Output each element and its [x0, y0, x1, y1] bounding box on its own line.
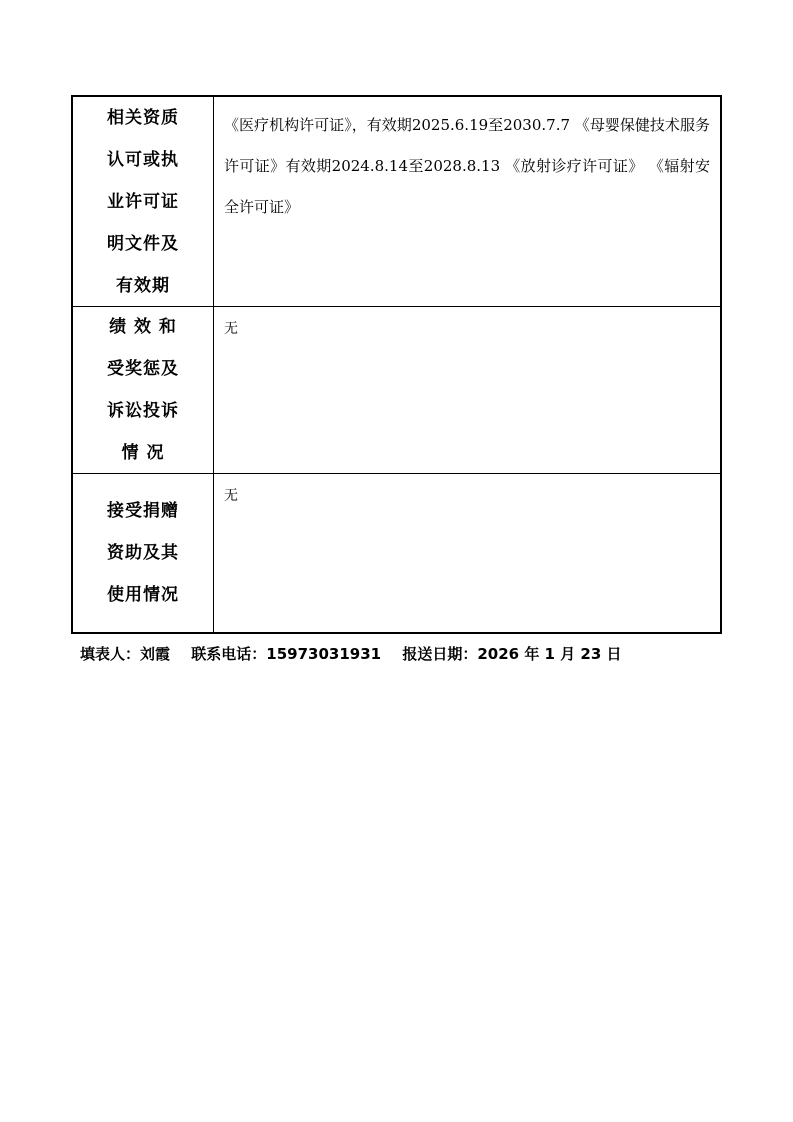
row-content: 无: [224, 488, 238, 504]
label-line: 相关资质: [107, 107, 179, 128]
table-row: [72, 307, 721, 474]
label-line: 认可或执: [107, 149, 179, 170]
row-content: 《医疗机构许可证》，有效期2025.6.19至2030.7.7 《母婴保健技术服务许可证》有效期2024.8.14至2028.8.13 《放射诊疗许可证》 《辐射安全许可证》: [224, 116, 710, 216]
label-line: 接受捐赠: [107, 501, 179, 521]
table-row: [72, 474, 721, 634]
label-line: 有效期: [116, 275, 170, 296]
row-content: 无: [224, 321, 238, 337]
content-cell-performance: [214, 307, 722, 474]
table-row: [72, 96, 721, 307]
content-cell-qualifications: [214, 96, 722, 307]
label-cell-performance: [72, 307, 214, 474]
content-cell-donations: [214, 474, 722, 634]
filler-name: 刘霞: [140, 645, 171, 663]
label-line: 使用情况: [107, 585, 179, 605]
label-line: 诉讼投诉: [107, 401, 179, 421]
label-cell-donations: [72, 474, 214, 634]
label-line: 资助及其: [107, 543, 179, 563]
phone-label: 联系电话：: [191, 645, 267, 663]
label-line: 明文件及: [107, 233, 179, 254]
form-footer: [80, 643, 720, 664]
date-label: 报送日期：: [402, 645, 478, 663]
filler-label: 填表人：: [80, 645, 141, 663]
row-label: [73, 307, 213, 473]
label-line: 绩 效 和: [109, 317, 177, 337]
label-line: 受奖惩及: [107, 359, 179, 379]
label-line: 业许可证: [107, 191, 179, 212]
row-label: [73, 97, 213, 306]
row-label: [73, 474, 213, 632]
label-cell-qualifications: [72, 96, 214, 307]
phone-number: 15973031931: [266, 645, 382, 663]
report-date: 2026 年 1 月 23 日: [477, 645, 622, 663]
info-table: [71, 95, 722, 634]
label-line: 情 况: [121, 443, 165, 463]
